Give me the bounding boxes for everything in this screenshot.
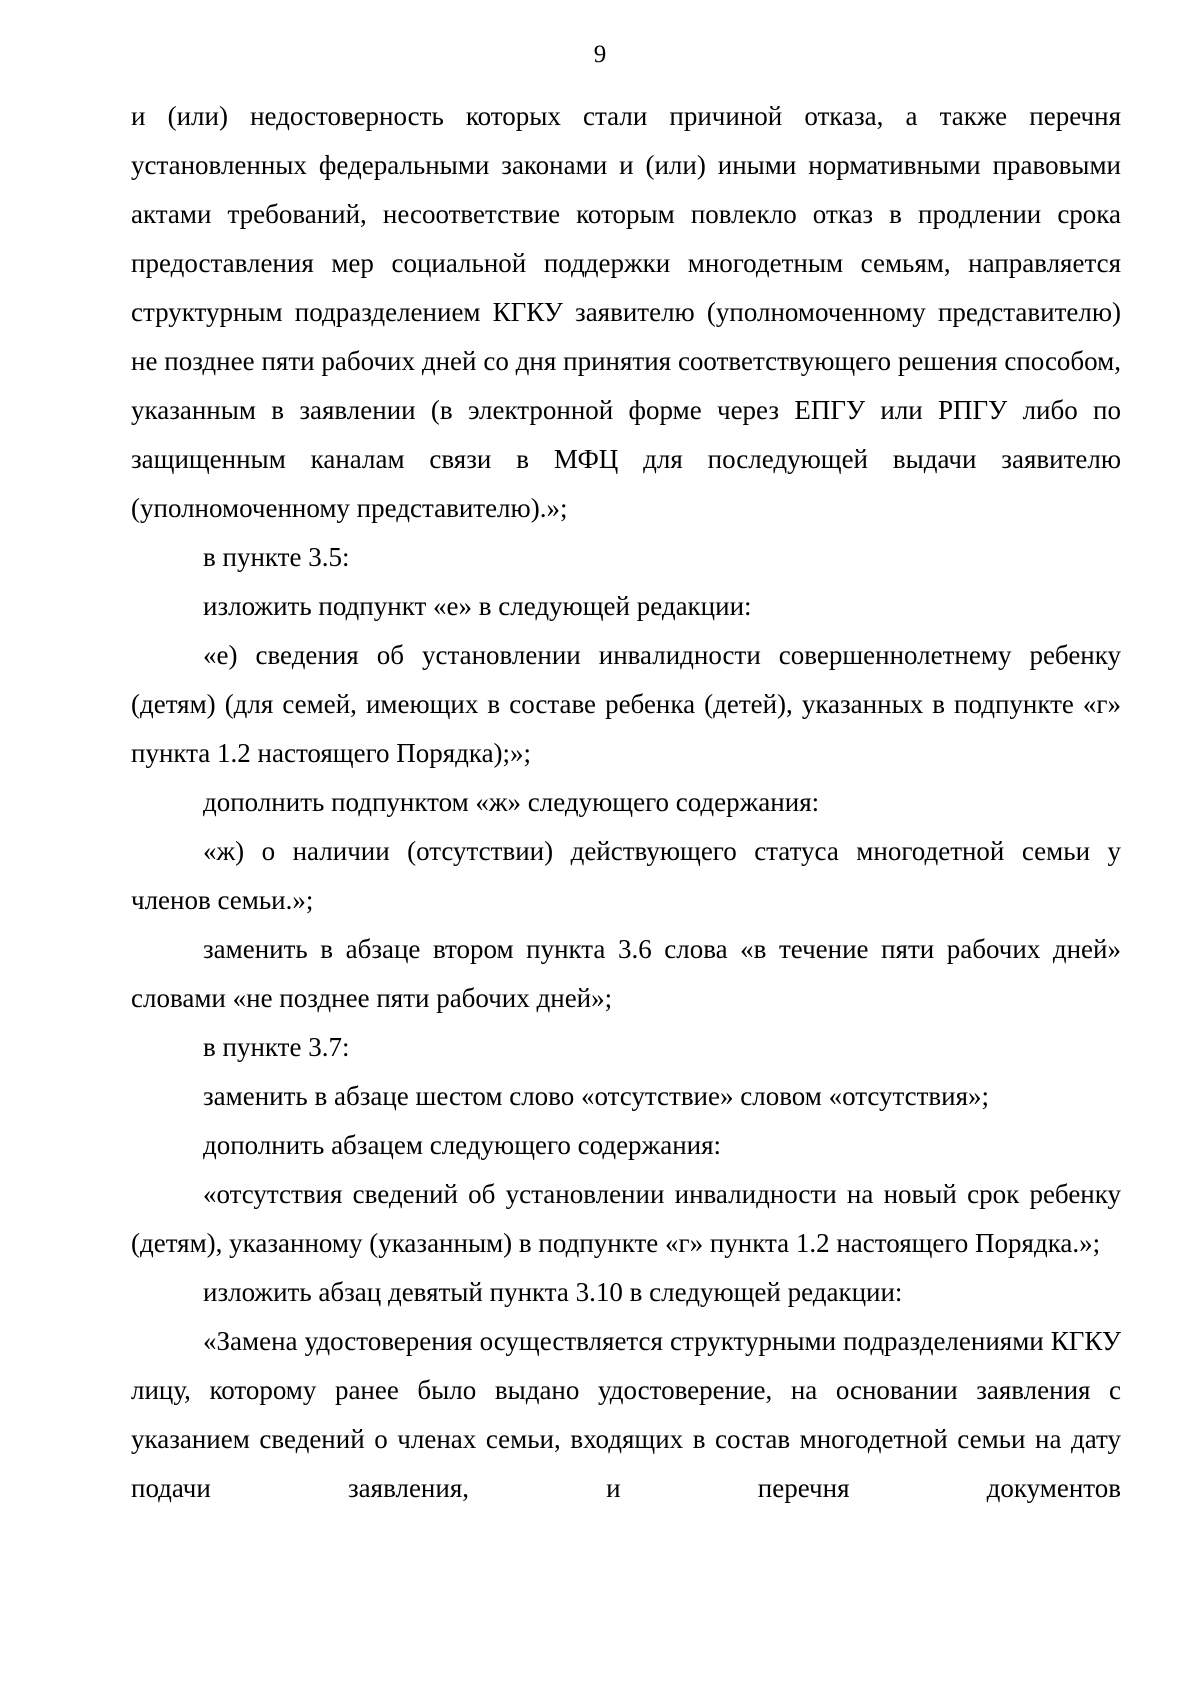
paragraph-point-3-7: в пункте 3.7: xyxy=(203,1032,350,1062)
paragraph-subpoint-e-text: «е) сведения об установлении инвалидности совершеннолетнему ребенку (детям) (для семей, имеющих в составе ребенка (детей), указанных в подпункте «г» пункта 1.2 настоящего Порядка);»; xyxy=(131,640,1121,768)
paragraph-point-3-6-replacement: заменить в абзаце втором пункта 3.6 слова «в течение пяти рабочих дней» словами «не позднее пяти рабочих дней»; xyxy=(131,934,1121,1013)
page-number: 9 xyxy=(593,41,607,68)
paragraph-add-abzac-instruction: дополнить абзацем следующего содержания: xyxy=(203,1130,722,1160)
paragraph-disability-absence-text: «отсутствия сведений об установлении инвалидности на новый срок ребенку (детям), указанному (указанным) в подпункте «г» пункта 1.2 настоящего Порядка.»; xyxy=(131,1179,1121,1258)
paragraph-certificate-replacement-text: «Замена удостоверения осуществляется структурными подразделениями КГКУ лицу, которому ранее было выдано удостоверение, на основании заявления с указанием сведений о членах семьи, входящих в состав многодетной семьи на дату подачи заявления, и перечня документов xyxy=(131,1326,1121,1503)
paragraph-subpoint-zh-instruction: дополнить подпунктом «ж» следующего содержания: xyxy=(203,787,820,817)
document-body xyxy=(131,92,1121,1513)
paragraph-point-3-10-instruction: изложить абзац девятый пункта 3.10 в следующей редакции: xyxy=(203,1277,903,1307)
paragraph-refusal-notice: и (или) недостоверность которых стали причиной отказа, а также перечня установленных федеральными законами и (или) иными нормативными правовыми актами требований, несоответствие которым повлекло отказ в продлении срока предоставления мер социальной поддержки многодетным семьям, направляется структурным подразделением КГКУ заявителю (уполномоченному представителю) не позднее пяти рабочих дней со дня принятия соответствующего решения способом, указанным в заявлении (в электронной форме через ЕПГУ или РПГУ либо по защищенным каналам связи в МФЦ для последующей выдачи заявителю (уполномоченному представителю).»; xyxy=(131,101,1121,523)
paragraph-subpoint-zh-text: «ж) о наличии (отсутствии) действующего статуса многодетной семьи у членов семьи.»; xyxy=(131,836,1121,915)
paragraph-sixth-abzac-replacement: заменить в абзаце шестом слово «отсутствие» словом «отсутствия»; xyxy=(203,1081,990,1111)
paragraph-subpoint-e-instruction: изложить подпункт «е» в следующей редакции: xyxy=(203,591,752,621)
paragraph-point-3-5: в пункте 3.5: xyxy=(203,542,350,572)
